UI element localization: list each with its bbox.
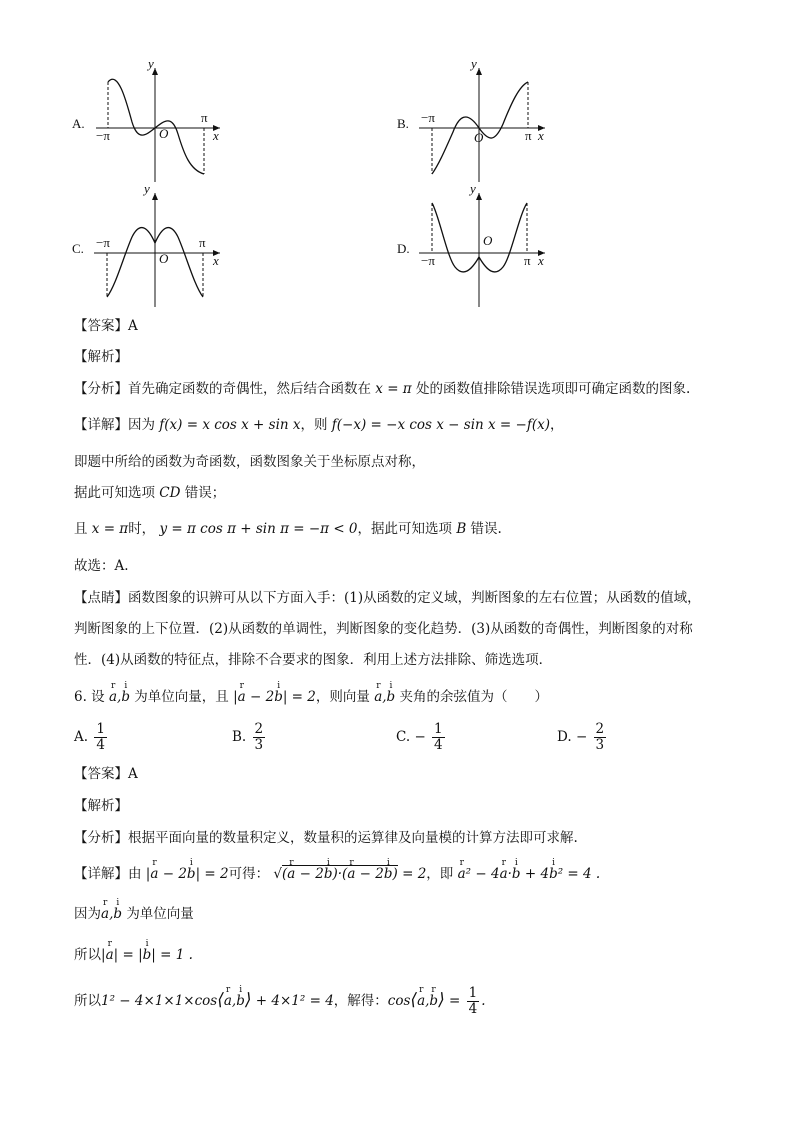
math: CD (159, 485, 181, 501)
q6-analysis-head: 【解析】 (74, 798, 128, 814)
origin-label: O (483, 233, 493, 248)
numerator: 1 (434, 721, 443, 737)
option-label: D. (557, 729, 572, 745)
fraction (432, 722, 445, 753)
denominator: 4 (96, 737, 105, 753)
label: 【点睛】 (74, 590, 128, 606)
text: 由 (128, 866, 142, 882)
pi-label: π (525, 128, 532, 143)
numerator: 2 (254, 721, 264, 737)
q6-because (74, 905, 194, 923)
graph-svg (70, 185, 230, 310)
label: 【分析】 (74, 381, 128, 397)
math: y = π cos π + sin π = −π < 0 (159, 521, 358, 537)
denominator: 3 (595, 737, 605, 753)
x-label: x (538, 128, 544, 143)
text: 因为 (128, 417, 155, 433)
text: 首先确定函数的奇偶性，然后结合函数在 (128, 381, 371, 397)
curve (108, 79, 204, 174)
text: 根据平面向量的数量积定义，数量积的运算律及向量模的计算方法即可求解. (128, 830, 578, 846)
text: 可得： (228, 866, 270, 882)
x-label: x (213, 253, 219, 268)
fraction (94, 722, 107, 753)
math-vectors-ab: r a,i b (109, 689, 130, 705)
sign: − (575, 729, 588, 745)
text: ，据此可知选项 (357, 521, 453, 537)
pi-label: π (524, 253, 531, 268)
graph-label: C. (72, 241, 84, 256)
x-label: x (538, 253, 544, 268)
neg-pi-label: −π (96, 235, 110, 250)
y-label: y (471, 56, 477, 71)
text: ，解得： (333, 993, 388, 1009)
fraction (594, 722, 607, 753)
math-result: cos⟨r a,r b⟩ = $\frac{1}{4}$ . (388, 993, 486, 1009)
math-equation: 1² − 4×1×1×cos⟨r a,i b⟩ + 4×1² = 4 (101, 993, 334, 1009)
text: 因为 (74, 906, 101, 922)
text: 时， (128, 521, 156, 537)
text: 且 (74, 521, 88, 537)
text: 所以 (74, 947, 101, 963)
text: ， (549, 417, 564, 433)
q6-option-d[interactable] (557, 722, 608, 753)
fraction (253, 722, 266, 753)
origin-label: O (159, 126, 169, 141)
pi-label: π (201, 110, 208, 125)
text: 为单位向量，且 (134, 689, 229, 705)
q6-so-1 (74, 946, 193, 964)
q6-xiangjie (74, 865, 600, 883)
text: ，即 (426, 866, 454, 882)
x-label: x (213, 128, 219, 143)
q5-answer: 【答案】A (74, 318, 138, 334)
q5-fenxi (74, 380, 690, 398)
graph-option-b (395, 56, 555, 189)
text: 所以 (74, 993, 101, 1009)
sign: − (414, 729, 426, 745)
origin-label: O (474, 130, 484, 145)
q6-stem (74, 688, 548, 706)
graph-label: B. (397, 116, 409, 131)
q5-dianjing-1 (74, 589, 701, 607)
q5-pick: 故选：A. (74, 558, 129, 574)
origin-label: O (159, 251, 169, 266)
graph-label: A. (72, 116, 85, 131)
text: 错误. (470, 521, 502, 537)
math-sqrt-expr: √(r a − 2i b)·(r a − 2i b) = 2 (273, 865, 426, 882)
q5-xiangjie (74, 416, 563, 434)
text: 夹角的余弦值为（ ） (399, 689, 548, 705)
y-label: y (144, 181, 150, 196)
q5-dianjing-3: 性．(4)从函数的特征点，排除不合要求的图象．利用上述方法排除、筛选选项． (74, 652, 553, 668)
neg-pi-label: −π (421, 110, 435, 125)
numerator: 2 (595, 721, 605, 737)
denominator: 4 (434, 737, 443, 753)
q5-line4 (74, 520, 502, 538)
y-label: y (470, 181, 476, 196)
math-vectors-ab: r a,i b (374, 689, 395, 705)
pi-label: π (199, 235, 206, 250)
graph-svg (395, 185, 555, 310)
option-label: A. (74, 729, 89, 745)
label: 【详解】 (74, 866, 128, 882)
text: ，则向量 (315, 689, 370, 705)
numerator: 1 (96, 721, 105, 737)
q5-line3 (74, 484, 225, 502)
q5-line2: 即题中所给的函数为奇函数，函数图象关于坐标原点对称， (74, 454, 425, 470)
math: x = π (91, 521, 129, 537)
math: B (456, 521, 467, 537)
q6-option-a[interactable] (74, 722, 109, 753)
y-label: y (148, 56, 154, 71)
math-unit: |r a| = |i b| = 1 . (101, 947, 193, 963)
denominator: 3 (254, 737, 264, 753)
graph-option-a (70, 56, 230, 189)
math-f-neg-x: f(−x) = −x cos x − sin x = −f(x) (331, 417, 550, 433)
graph-svg (395, 60, 555, 185)
q6-fenxi (74, 829, 578, 847)
text: 据此可知选项 (74, 485, 155, 501)
text: 为单位向量 (126, 906, 194, 922)
y-arrow (152, 193, 158, 200)
q6-so-2 (74, 986, 486, 1017)
graph-label: D. (397, 241, 410, 256)
label: 【分析】 (74, 830, 128, 846)
math-expand: r a² − 4r a·i b + 4i b² = 4 . (458, 866, 601, 882)
graph-option-d (395, 181, 555, 314)
neg-pi-label: −π (421, 253, 435, 268)
q6-answer: 【答案】A (74, 766, 138, 782)
neg-pi-label: −π (96, 128, 110, 143)
text: 错误； (184, 485, 226, 501)
option-label: C. (396, 729, 411, 745)
math-condition: |r a − 2i b| = 2 (146, 866, 229, 882)
q5-dianjing-2: 判断图象的上下位置．(2)从函数的单调性，判断图象的变化趋势．(3)从函数的奇偶性，判断图象的对称 (74, 621, 693, 637)
graph-option-c (70, 181, 230, 314)
q5-analysis-head: 【解析】 (74, 349, 128, 365)
math-condition: |r a − 2i b| = 2 (233, 689, 316, 705)
text: 6. 设 (74, 689, 105, 705)
text: 处的函数值排除错误选项即可确定函数的图象. (415, 381, 691, 397)
math-x-eq-pi: x = π (371, 381, 416, 397)
math-fx: f(x) = x cos x + sin x (159, 417, 301, 433)
label: 【详解】 (74, 417, 128, 433)
q6-option-c[interactable] (396, 722, 447, 753)
math-vectors-ab: r a,i b (101, 906, 122, 922)
option-label: B. (232, 729, 247, 745)
text: 函数图象的识辨可从以下方面入手：(1)从函数的定义域，判断图象的左右位置；从函数的值域， (128, 590, 701, 606)
y-arrow (476, 193, 482, 200)
text: ，则 (300, 417, 328, 433)
q6-option-b[interactable] (232, 722, 267, 753)
